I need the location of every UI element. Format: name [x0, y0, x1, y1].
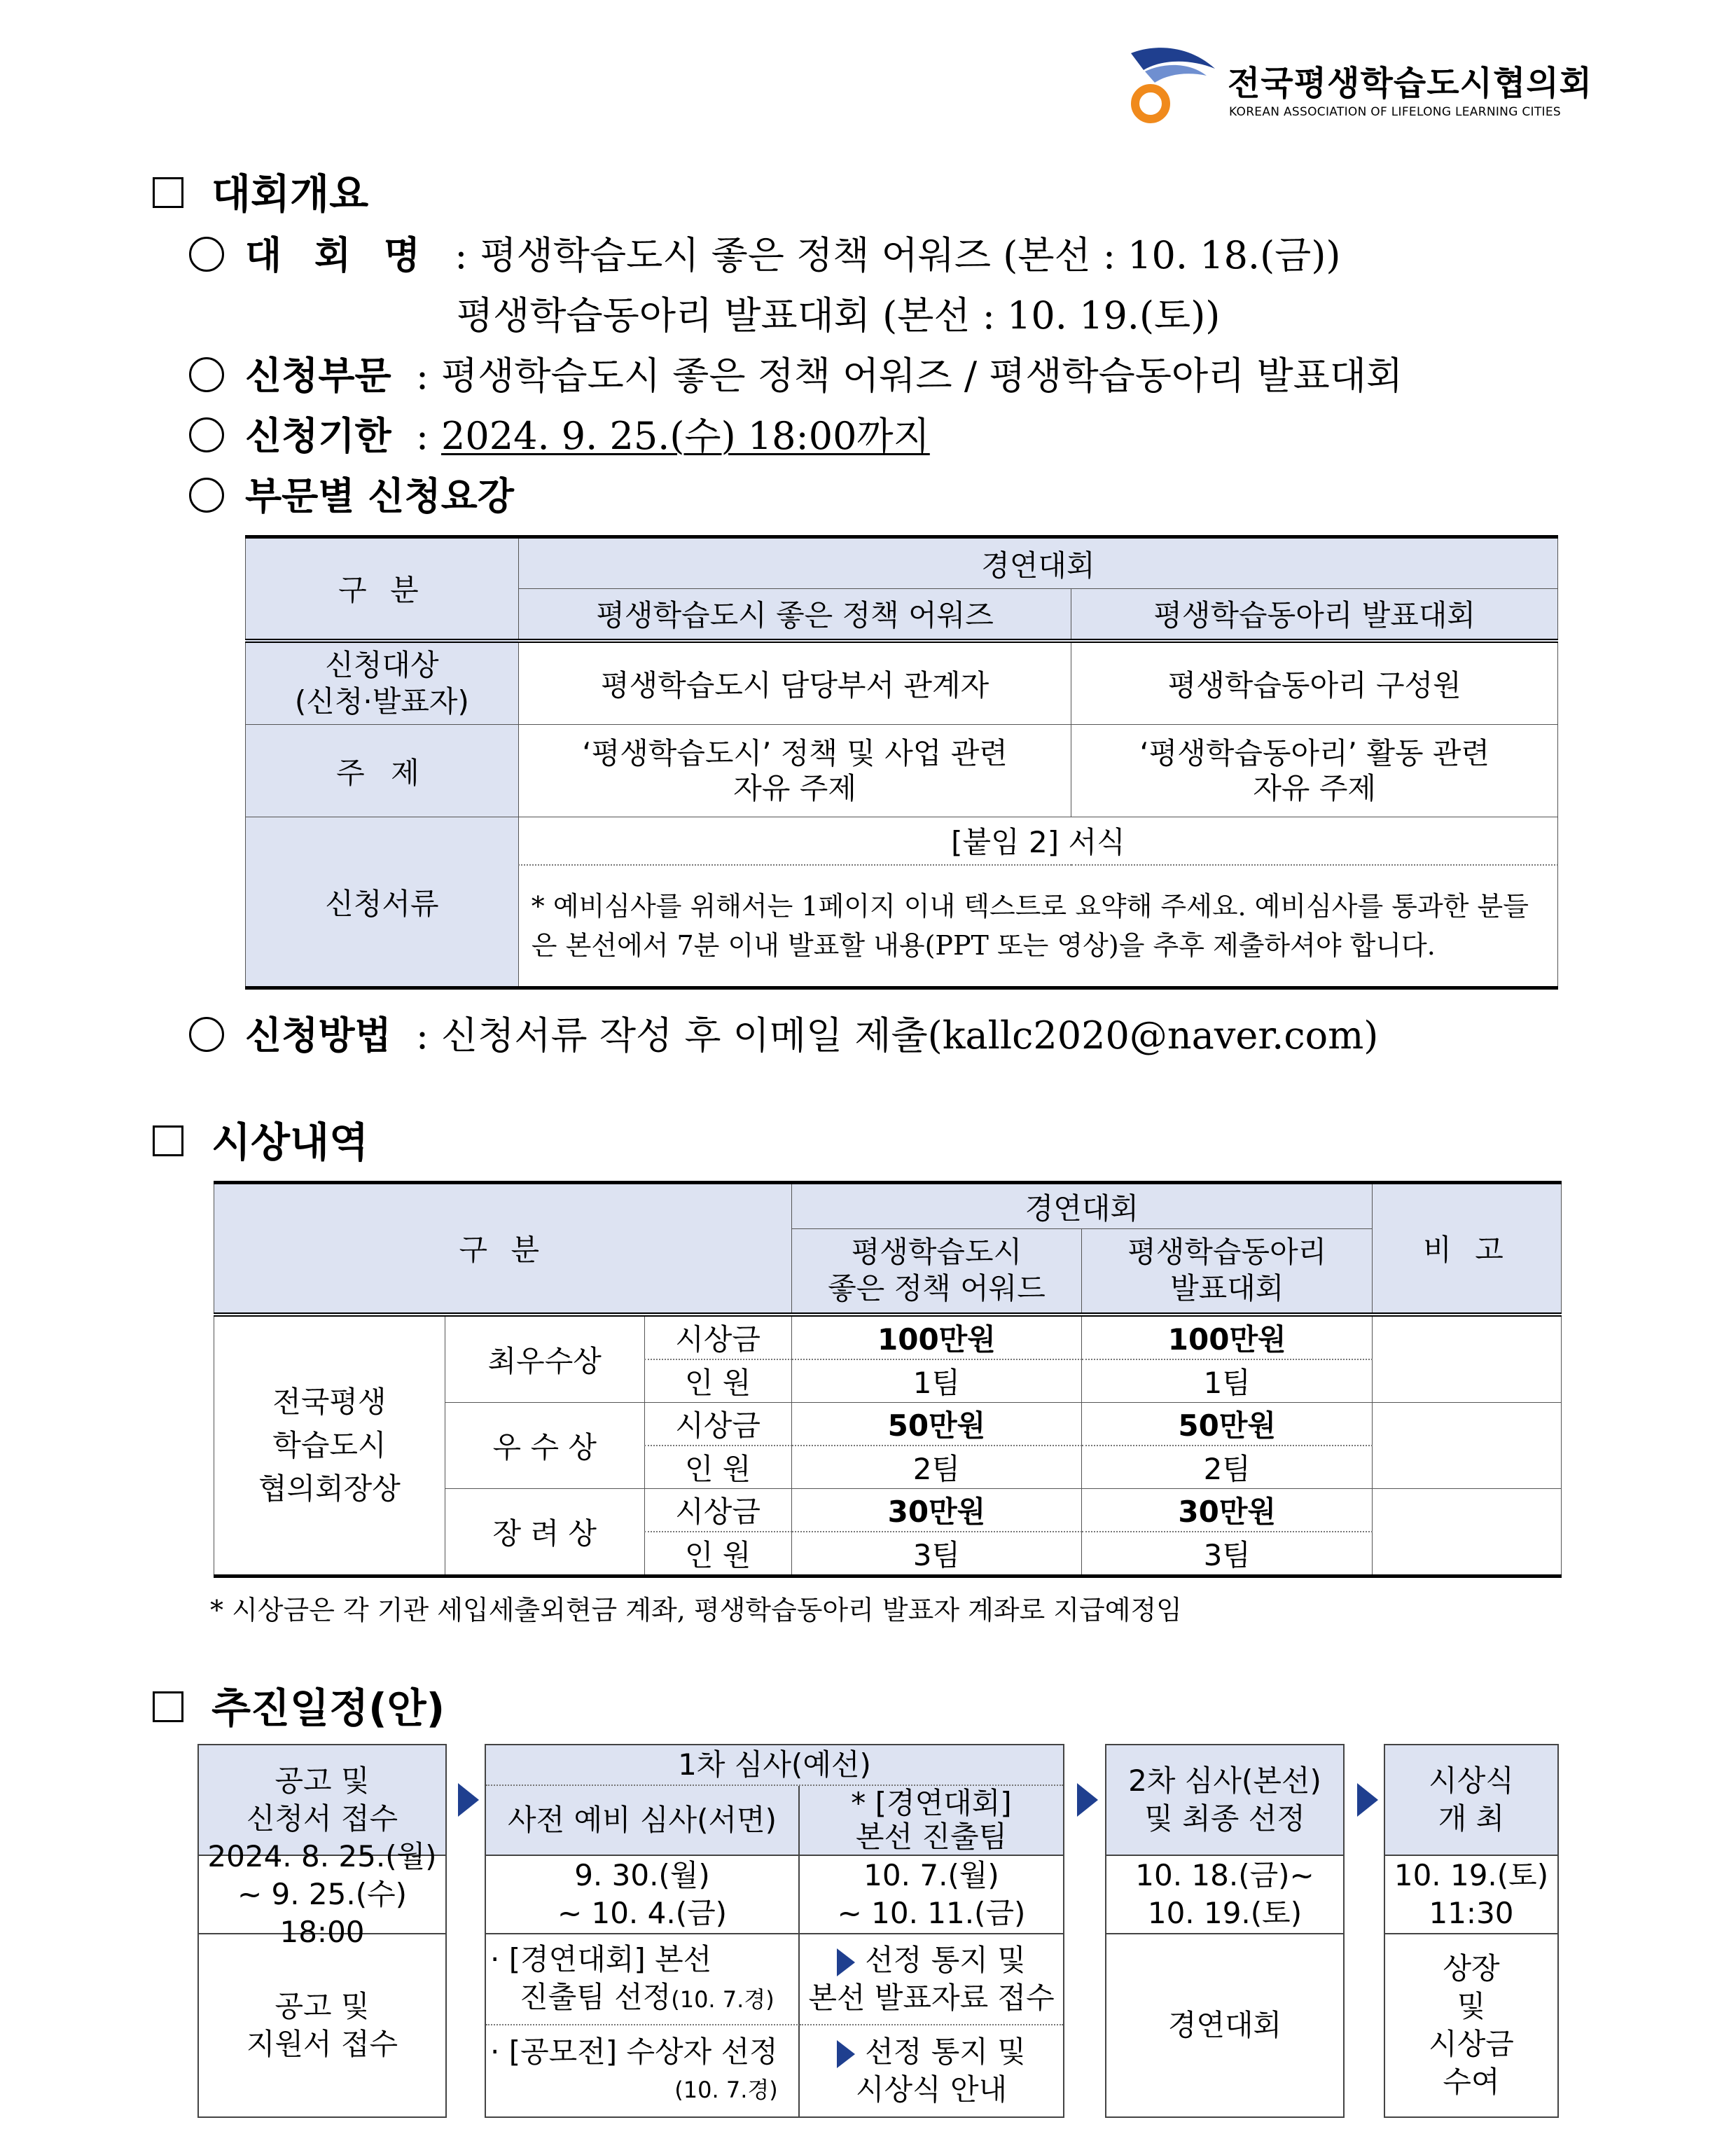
award-prize-col2: 30만원 — [1082, 1488, 1373, 1532]
circle-bullet-icon — [189, 417, 224, 452]
schedule-stage-1 — [197, 1744, 447, 2118]
stage2a-date: 9. 30.(월) ~ 10. 4.(금) — [486, 1856, 800, 1934]
stage1-title: 공고 및 신청서 접수 — [199, 1745, 445, 1856]
award-note — [1373, 1402, 1562, 1488]
count-label: 인 원 — [644, 1532, 791, 1577]
stage2b-desc-2: 선정 통지 및 시상식 안내 — [800, 2025, 1063, 2116]
stage3-title: 2차 심사(본선) 및 최종 선정 — [1106, 1745, 1343, 1856]
arrow-right-icon — [458, 1783, 479, 1817]
logo-mark-icon — [1124, 43, 1222, 127]
stage3-desc: 경연대회 — [1167, 2008, 1282, 2042]
circle-bullet-icon — [189, 1017, 224, 1052]
award-count-col1: 2팀 — [791, 1446, 1082, 1489]
stage4-date: 10. 19.(토) 11:30 — [1385, 1856, 1557, 1934]
contest-name-label: 대 회 명 — [245, 233, 431, 277]
logo-name-en: KOREAN ASSOCIATION OF LIFELONG LEARNING CITIES — [1229, 105, 1561, 119]
award-prize-col1: 50만원 — [791, 1402, 1082, 1446]
requirements-label: 부문별 신청요강 — [245, 473, 514, 518]
circle-bullet-icon — [189, 478, 224, 513]
logo — [1124, 43, 1593, 127]
stage4-title: 시상식 개 최 — [1385, 1745, 1557, 1856]
schedule-stage-4 — [1384, 1744, 1559, 2118]
category-label: 신청부문 — [245, 353, 391, 398]
req-target-col2: 평생학습동아리 구성원 — [1071, 641, 1558, 725]
square-bullet-icon — [153, 177, 183, 208]
award-prize-col1: 30만원 — [791, 1488, 1082, 1532]
schedule-heading: 추진일정(안) — [153, 1675, 445, 1734]
award-prize-col2: 100만원 — [1082, 1315, 1373, 1359]
req-header-col1: 평생학습도시 좋은 정책 어워즈 — [518, 589, 1071, 641]
req-target-label: 신청대상 (신청·발표자) — [246, 641, 519, 725]
award-count-col1: 1팀 — [791, 1359, 1082, 1403]
req-header-col2: 평생학습동아리 발표대회 — [1071, 589, 1558, 641]
req-topic-col2: ‘평생학습동아리’ 활동 관련 자유 주제 — [1071, 725, 1558, 817]
schedule-stage-3 — [1105, 1744, 1345, 2118]
awards-header-gubun: 구 분 — [214, 1183, 792, 1315]
stage2-title: 1차 심사(예선) — [486, 1745, 1063, 1786]
awards-heading: 시상내역 — [153, 1109, 368, 1168]
stage1-desc: 공고 및 지원서 접수 — [246, 1989, 398, 2061]
arrow-right-icon — [1077, 1783, 1098, 1817]
stage4-desc: 상장 및 시상금 수여 — [1429, 1951, 1514, 2099]
awards-header-col1: 평생학습도시 좋은 정책 어워드 — [791, 1229, 1082, 1315]
award-prize-col1: 100만원 — [791, 1315, 1082, 1359]
method-label: 신청방법 — [245, 1013, 391, 1058]
contest-name-line: 대 회 명 : 평생학습도시 좋은 정책 어워즈 (본선 : 10. 18.(금)) — [189, 226, 1340, 279]
req-target-col1: 평생학습도시 담당부서 관계자 — [518, 641, 1071, 725]
method-line: 신청방법 : 신청서류 작성 후 이메일 제출(kallc2020@naver.com) — [189, 1006, 1378, 1060]
award-count-col2: 1팀 — [1082, 1359, 1373, 1403]
contest-name-value-1: 평생학습도시 좋은 정책 어워즈 (본선 : 10. 18.(금)) — [480, 233, 1341, 277]
overview-heading: 대회개요 — [153, 161, 368, 220]
count-label: 인 원 — [644, 1359, 791, 1403]
method-value: 신청서류 작성 후 이메일 제출(kallc2020@naver.com) — [441, 1013, 1379, 1058]
square-bullet-icon — [153, 1691, 183, 1722]
requirements-table — [245, 535, 1558, 990]
req-topic-col1: ‘평생학습도시’ 정책 및 사업 관련 자유 주제 — [518, 725, 1071, 817]
square-bullet-icon — [153, 1125, 183, 1156]
award-name: 우 수 상 — [445, 1402, 644, 1488]
category-line: 신청부문 : 평생학습도시 좋은 정책 어워즈 / 평생학습동아리 발표대회 — [189, 346, 1403, 400]
award-count-col2: 3팀 — [1082, 1532, 1373, 1577]
deadline-label: 신청기한 — [245, 413, 391, 458]
deadline-value: 2024. 9. 25.(수) 18:00까지 — [441, 414, 930, 458]
award-note — [1373, 1315, 1562, 1403]
award-name: 장 려 상 — [445, 1488, 644, 1576]
circle-bullet-icon — [189, 357, 224, 392]
count-label: 인 원 — [644, 1446, 791, 1489]
req-header-gubun: 구 분 — [246, 537, 519, 641]
req-topic-label: 주 제 — [246, 725, 519, 817]
schedule-stage-2 — [485, 1744, 1064, 2118]
contest-name-value-2: 평생학습동아리 발표대회 (본선 : 10. 19.(토)) — [457, 293, 1221, 338]
arrow-right-icon — [1357, 1783, 1378, 1817]
awards-header-contest: 경연대회 — [791, 1183, 1373, 1229]
award-count-col1: 3팀 — [791, 1532, 1082, 1577]
stage2a-desc-1: · [경연대회] 본선 진출팀 선정(10. 7.경) — [486, 1934, 800, 2025]
stage2b-date: 10. 7.(월) ~ 10. 11.(금) — [800, 1856, 1063, 1934]
logo-name-ko: 전국평생학습도시협의회 — [1228, 64, 1593, 103]
req-docs-label: 신청서류 — [246, 817, 519, 988]
req-header-contest: 경연대회 — [518, 537, 1557, 589]
req-docs-note: * 예비심사를 위해서는 1페이지 이내 텍스트로 요약해 주세요. 예비심사를 통과한 분들은 본선에서 7분 이내 발표할 내용(PPT 또는 영상)을 추후 제출하셔야 합니다. — [518, 865, 1557, 988]
circle-bullet-icon — [189, 237, 224, 272]
stage3-date: 10. 18.(금)~ 10. 19.(토) — [1106, 1856, 1343, 1934]
stage2b-desc-1: 선정 통지 및 본선 발표자료 접수 — [800, 1934, 1063, 2025]
prize-label: 시상금 — [644, 1488, 791, 1532]
awards-footnote: * 시상금은 각 기관 세입세출외현금 계좌, 평생학습동아리 발표자 계좌로 지급예정임 — [210, 1595, 1182, 1626]
req-docs-form: [붙임 2] 서식 — [518, 817, 1557, 865]
stage2b-title: * [경연대회] 본선 진출팀 — [800, 1786, 1063, 1856]
awards-header-note: 비 고 — [1373, 1183, 1562, 1315]
category-value: 평생학습도시 좋은 정책 어워즈 / 평생학습동아리 발표대회 — [441, 354, 1403, 398]
stage1-date: 2024. 8. 25.(월) ~ 9. 25.(수) 18:00 — [199, 1856, 445, 1934]
award-prize-col2: 50만원 — [1082, 1402, 1373, 1446]
awards-org-label: 전국평생 학습도시 협의회장상 — [214, 1315, 445, 1577]
stage2a-desc-2: · [공모전] 수상자 선정 (10. 7.경) — [486, 2025, 800, 2116]
award-note — [1373, 1488, 1562, 1576]
award-name: 최우수상 — [445, 1315, 644, 1403]
triangle-right-icon — [837, 2040, 855, 2068]
award-count-col2: 2팀 — [1082, 1446, 1373, 1489]
deadline-line: 신청기한 : 2024. 9. 25.(수) 18:00까지 — [189, 406, 930, 460]
awards-table — [214, 1181, 1562, 1578]
prize-label: 시상금 — [644, 1402, 791, 1446]
triangle-right-icon — [837, 1948, 855, 1976]
requirements-line — [189, 466, 514, 520]
prize-label: 시상금 — [644, 1315, 791, 1359]
stage2a-title: 사전 예비 심사(서면) — [486, 1786, 800, 1856]
awards-header-col2: 평생학습동아리 발표대회 — [1082, 1229, 1373, 1315]
